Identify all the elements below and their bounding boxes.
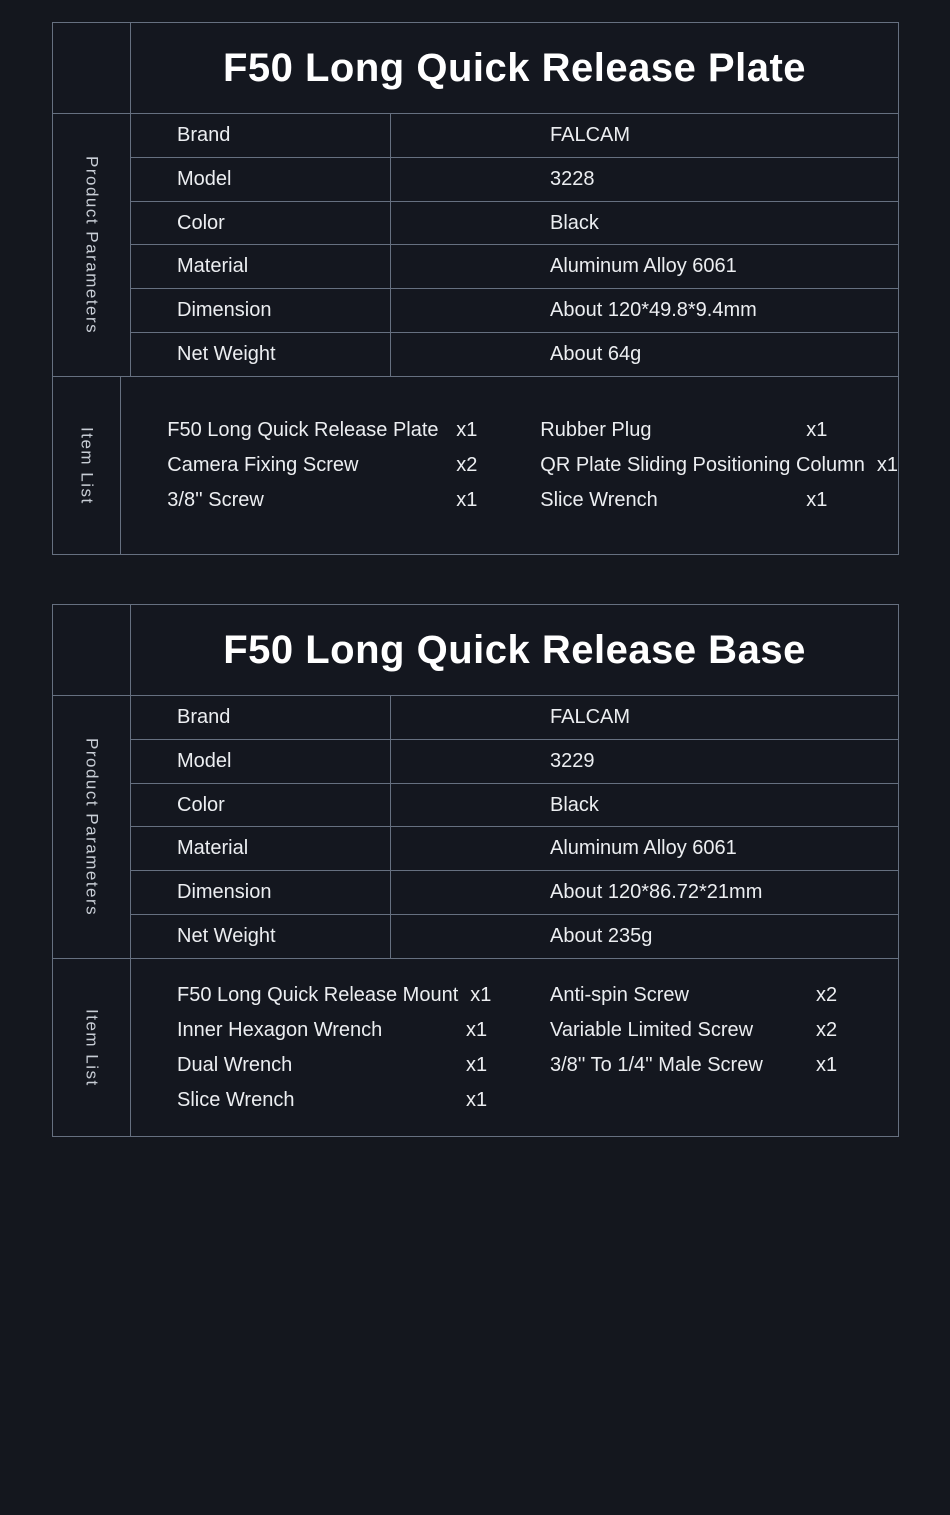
item-row xyxy=(540,483,898,518)
item-name: Slice Wrench xyxy=(540,489,658,511)
product-parameters-section xyxy=(53,114,898,377)
item-row xyxy=(177,1083,550,1118)
item-qty: x1 xyxy=(806,489,828,511)
items-column-0 xyxy=(177,978,550,1118)
table-title-row xyxy=(53,605,898,696)
item-qty: x1 xyxy=(456,419,478,441)
param-rows xyxy=(131,114,898,376)
table-title-row xyxy=(53,23,898,114)
item-name: F50 Long Quick Release Mount xyxy=(177,983,459,1006)
item-name: Camera Fixing Screw xyxy=(167,454,359,476)
param-row xyxy=(131,245,898,289)
item-qty: x1 xyxy=(466,1018,488,1041)
param-row xyxy=(131,696,898,740)
item-qty: x2 xyxy=(456,454,478,476)
corner-cell xyxy=(53,605,131,695)
item-row xyxy=(177,978,550,1013)
item-qty: x1 xyxy=(466,1053,488,1076)
items-grid xyxy=(121,377,898,554)
param-row xyxy=(131,202,898,246)
param-row xyxy=(131,114,898,158)
table-title: F50 Long Quick Release Base xyxy=(223,627,806,672)
params-side-cell xyxy=(53,114,131,376)
item-name: Slice Wrench xyxy=(177,1088,295,1111)
param-value: About 64g xyxy=(550,343,642,366)
param-label: Material xyxy=(131,245,391,288)
param-value: Black xyxy=(550,793,599,816)
items-side-cell xyxy=(53,377,121,554)
param-rows xyxy=(131,696,898,958)
item-row xyxy=(177,1013,550,1048)
param-value: FALCAM xyxy=(550,123,631,146)
param-label: Color xyxy=(131,202,391,245)
items-side-label: Item List xyxy=(77,426,97,505)
item-row xyxy=(540,413,898,448)
params-side-label: Product Parameters xyxy=(82,155,102,335)
item-name: Rubber Plug xyxy=(540,419,652,441)
items-column-0 xyxy=(167,413,540,518)
table-title: F50 Long Quick Release Plate xyxy=(222,45,807,90)
item-name: Anti-spin Screw xyxy=(550,983,689,1006)
param-label: Net Weight xyxy=(131,333,391,376)
item-qty: x2 xyxy=(816,983,838,1006)
items-side-cell xyxy=(53,959,131,1136)
item-qty: x1 xyxy=(470,983,492,1006)
item-qty: x1 xyxy=(456,489,478,511)
param-label: Material xyxy=(131,827,391,870)
items-side-label: Item List xyxy=(82,1008,102,1087)
param-row xyxy=(131,871,898,915)
items-inner xyxy=(167,413,898,518)
item-row xyxy=(167,483,540,518)
item-row xyxy=(167,413,540,448)
item-name: Variable Limited Screw xyxy=(550,1018,754,1041)
param-value: 3229 xyxy=(550,749,595,772)
param-label: Brand xyxy=(131,696,391,739)
param-row xyxy=(131,784,898,828)
item-row xyxy=(167,448,540,483)
spec-table-1 xyxy=(52,604,899,1137)
item-qty: x1 xyxy=(806,419,828,441)
item-name: 3/8'' To 1/4'' Male Screw xyxy=(550,1053,763,1076)
item-name: F50 Long Quick Release Plate xyxy=(167,419,439,441)
item-qty: x1 xyxy=(876,454,898,476)
param-label: Dimension xyxy=(131,289,391,332)
param-value: Aluminum Alloy 6061 xyxy=(550,255,737,278)
item-row xyxy=(550,1013,837,1048)
param-value: About 235g xyxy=(550,925,653,948)
spec-table-0 xyxy=(52,22,899,555)
params-side-cell xyxy=(53,696,131,958)
item-qty: x1 xyxy=(466,1088,488,1111)
item-row xyxy=(550,978,837,1013)
item-row xyxy=(177,1048,550,1083)
item-name: Inner Hexagon Wrench xyxy=(177,1018,383,1041)
param-row xyxy=(131,827,898,871)
param-value: 3228 xyxy=(550,167,595,190)
param-row xyxy=(131,289,898,333)
items-grid xyxy=(131,959,898,1136)
item-qty: x1 xyxy=(816,1053,838,1076)
param-label: Model xyxy=(131,740,391,783)
product-parameters-section xyxy=(53,696,898,959)
item-name: Dual Wrench xyxy=(177,1053,293,1076)
items-column-1 xyxy=(550,978,837,1083)
item-row xyxy=(540,448,898,483)
params-side-label: Product Parameters xyxy=(82,737,102,917)
param-label: Dimension xyxy=(131,871,391,914)
param-label: Brand xyxy=(131,114,391,157)
param-label: Net Weight xyxy=(131,915,391,958)
corner-cell xyxy=(53,23,131,113)
item-list-section xyxy=(53,377,898,554)
param-value: Aluminum Alloy 6061 xyxy=(550,837,737,860)
param-label: Model xyxy=(131,158,391,201)
param-value: FALCAM xyxy=(550,705,631,728)
param-row xyxy=(131,915,898,958)
item-name: 3/8'' Screw xyxy=(167,489,264,511)
item-name: QR Plate Sliding Positioning Column xyxy=(540,454,865,476)
param-row xyxy=(131,333,898,376)
item-qty: x2 xyxy=(816,1018,838,1041)
param-row xyxy=(131,740,898,784)
param-value: About 120*86.72*21mm xyxy=(550,881,763,904)
items-column-1 xyxy=(540,413,898,518)
item-row xyxy=(550,1048,837,1083)
param-label: Color xyxy=(131,784,391,827)
items-inner xyxy=(177,978,837,1118)
param-value: Black xyxy=(550,211,599,234)
param-value: About 120*49.8*9.4mm xyxy=(550,299,757,322)
param-row xyxy=(131,158,898,202)
item-list-section xyxy=(53,959,898,1136)
